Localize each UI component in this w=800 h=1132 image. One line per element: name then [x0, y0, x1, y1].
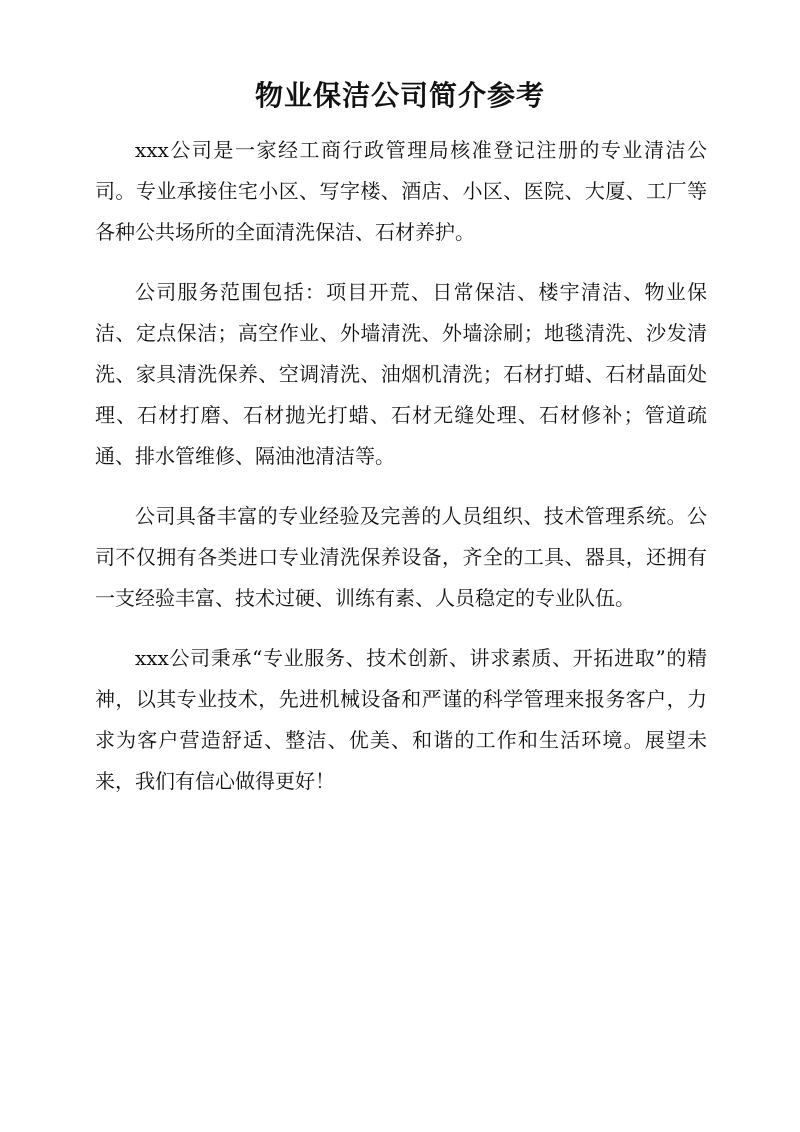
paragraph-experience: 公司具备丰富的专业经验及完善的人员组织、技术管理系统。公司不仅拥有各类进口专业清洗保养设备，齐全的工具、器具，还拥有一支经验丰富、技术过硬、训练有素、人员稳定的专业队伍。 — [95, 504, 707, 610]
document-title: 物业保洁公司简介参考 — [254, 79, 545, 112]
document-body — [95, 130, 707, 821]
paragraph-company-intro: xxx公司是一家经工商行政管理局核准登记注册的专业清洁公司。专业承接住宅小区、写字楼、酒店、小区、医院、大厦、工厂等各种公共场所的全面清洗保洁、石材养护。 — [95, 138, 707, 244]
paragraph-service-scope: 公司服务范围包括：项目开荒、日常保洁、楼宇清洁、物业保洁、定点保洁；高空作业、外墙清洗、外墙涂刷；地毯清洗、沙发清洗、家具清洗保养、空调清洗、油烟机清洗；石材打蜡、石材晶面处理、石材打磨、石材抛光打蜡、石材无缝处理、石材修补；管道疏通、排水管维修、隔油池清洁等。 — [95, 280, 707, 468]
paragraph-philosophy: xxx公司秉承“专业服务、技术创新、讲求素质、开拓进取”的精神，以其专业技术，先进机械设备和严谨的科学管理来报务客户，力求为客户营造舒适、整洁、优美、和谐的工作和生活环境。展望未来，我们有信心做得更好！ — [95, 646, 707, 793]
